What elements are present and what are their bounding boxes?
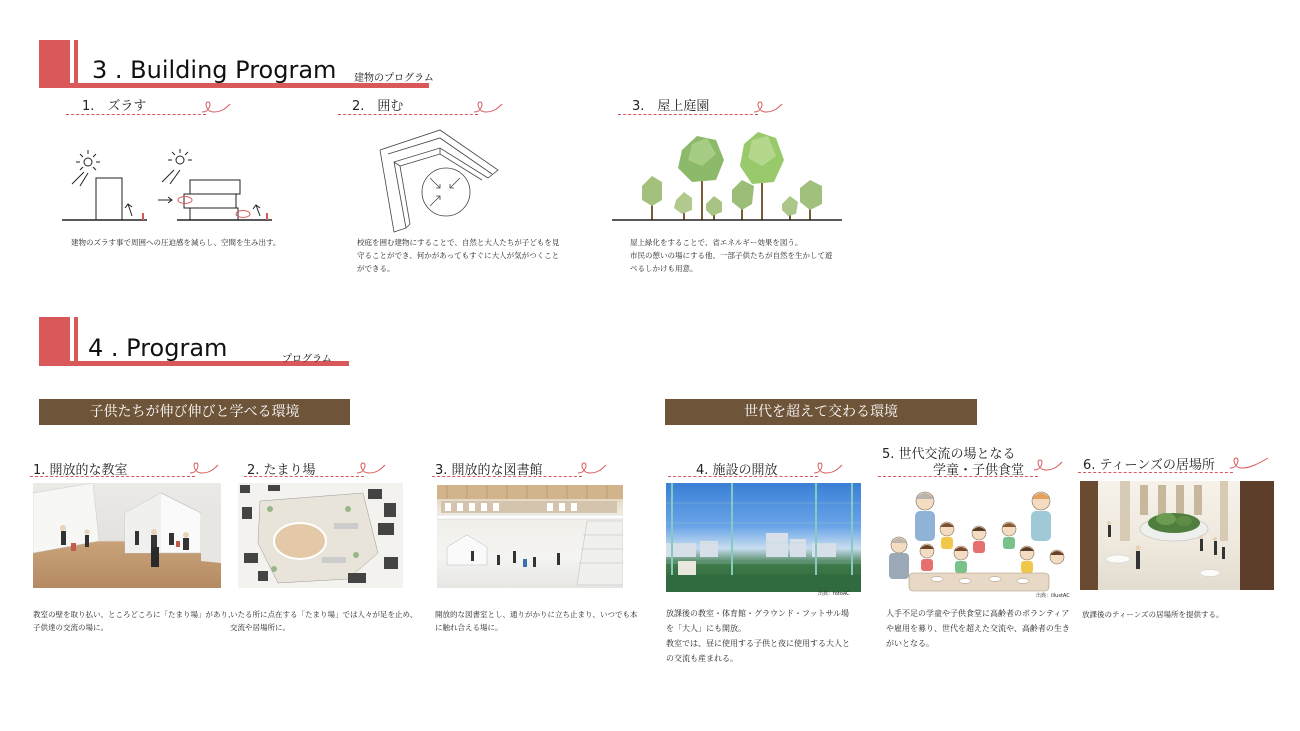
- prog-item-2-desc-2: 交流や居場所に。: [230, 623, 290, 632]
- prog-item-5-desc-1: 人手不足の学童や子供食堂に高齢者のボランティア: [886, 609, 1070, 618]
- bp-item-2-desc-2: 守ることができ、何かがあってもすぐに大人が気がつくこと: [357, 251, 560, 260]
- prog-item-2-dashline: [244, 476, 364, 477]
- prog-item-4-desc-4: の交流も産まれる。: [666, 654, 738, 663]
- bp-item-3-head: 3. 屋上庭園: [632, 99, 710, 114]
- prog-item-3-desc-1: 開放的な図書室とし、通りがかりに立ち止まり、いつでも本: [435, 610, 638, 619]
- loop-ornament-icon: [200, 98, 240, 116]
- enclose-diagram: [370, 128, 500, 233]
- prog-item-6-desc-1: 放課後のティーンズの居場所を提供する。: [1082, 610, 1224, 619]
- prog-item-1-desc-1: 教室の壁を取り払い、ところどころに「たまり場」があり、: [33, 610, 236, 619]
- children-cafeteria-illustration: [881, 485, 1074, 595]
- bp-item-3-dashline: [618, 114, 758, 115]
- shift-diagram: [62, 148, 277, 228]
- bp-item-3-desc-3: べるしかけも用意。: [630, 264, 698, 273]
- loop-ornament-icon: [355, 459, 395, 477]
- tamariba-site-plan-image: [238, 483, 403, 588]
- prog-item-1-desc-2: 子供達の交流の場に。: [33, 623, 108, 632]
- open-library-image: [437, 485, 623, 588]
- loop-ornament-icon: [812, 459, 852, 477]
- prog-item-5-desc-2: や雇用を募り、世代を超えた交流や、高齢者の生き: [886, 624, 1070, 633]
- prog-item-3-dashline: [432, 476, 582, 477]
- bp-item-1-head: 1. ズラす: [82, 99, 147, 114]
- prog-item-5-desc-3: がいとなる。: [886, 639, 934, 648]
- section4-subtitle: プログラム: [282, 354, 332, 365]
- prog-item-4-head: 4. 施設の開放: [696, 463, 778, 478]
- section4-bar-thin: [74, 317, 78, 361]
- bp-item-2-desc-3: ができる。: [357, 264, 395, 273]
- sports-field-image: [666, 483, 861, 592]
- prog-item-4-credit: 出典：fotoAC: [818, 591, 850, 597]
- loop-ornament-icon: [752, 98, 792, 116]
- prog-item-4-desc-3: 教室では、昼に使用する子供と夜に使用する大人と: [666, 639, 850, 648]
- prog-item-3-desc-2: に触れ合える場に。: [435, 623, 503, 632]
- bp-item-3-desc-1: 屋上緑化をすることで、省エネルギー効果を図う。: [630, 238, 803, 247]
- section4-title: 4 . Program: [88, 334, 228, 362]
- prog-item-1-head: 1. 開放的な教室: [33, 463, 128, 478]
- bp-item-2-desc-1: 校庭を囲む建物にすることで、自然と大人たちが子どもを見: [357, 238, 560, 247]
- prog-item-5-head-2: 学童・子供食堂: [933, 463, 1025, 478]
- prog-item-2-desc-1: いたる所に点在する「たまり場」では人々が足を止め、: [230, 610, 418, 619]
- prog-item-5-dashline: [878, 476, 1038, 477]
- loop-ornament-icon: [1032, 456, 1072, 474]
- band-intergenerational-environment: 世代を超えて交わる環境: [665, 399, 977, 425]
- loop-ornament-icon: [576, 459, 616, 477]
- prog-item-4-desc-2: を「大人」にも開放。: [666, 624, 746, 633]
- loop-ornament-icon: [472, 98, 512, 116]
- bp-item-2-head: 2. 囲む: [352, 99, 404, 114]
- open-classroom-image: [33, 483, 221, 588]
- bp-item-1-desc: 建物のズラす事で周囲への圧迫感を減らし、空間を生み出す。: [71, 238, 281, 247]
- prog-item-6-dashline: [1078, 472, 1233, 473]
- band-children-environment: 子供たちが伸び伸びと学べる環境: [39, 399, 350, 425]
- loop-ornament-icon: [1228, 454, 1274, 472]
- section3-bar-thin: [74, 40, 78, 83]
- bp-item-3-desc-2: 市民の憩いの場にする他、一部子供たちが自然を生かして遊: [630, 251, 833, 260]
- loop-ornament-icon: [188, 459, 228, 477]
- prog-item-2-head: 2. たまり場: [247, 463, 316, 478]
- prog-item-5-head-1: 5. 世代交流の場となる: [882, 447, 1016, 462]
- section3-subtitle: 建物のプログラム: [354, 73, 434, 84]
- prog-item-6-head: 6. ティーンズの居場所: [1083, 458, 1215, 473]
- teens-space-image: [1080, 481, 1274, 590]
- section3-title: 3 . Building Program: [92, 56, 337, 84]
- bp-item-2-dashline: [338, 114, 478, 115]
- section4-bar-left: [39, 317, 70, 361]
- prog-item-4-dashline: [668, 476, 818, 477]
- rooftop-garden-diagram: [612, 130, 842, 225]
- prog-item-3-head: 3. 開放的な図書館: [435, 463, 543, 478]
- bp-item-1-dashline: [66, 114, 206, 115]
- section3-bar-left: [39, 40, 70, 83]
- prog-item-4-desc-1: 放課後の教室・体育館・グラウンド・フットサル場: [666, 609, 850, 618]
- prog-item-5-credit: 出典：illustAC: [1036, 593, 1070, 599]
- prog-item-1-dashline: [30, 476, 195, 477]
